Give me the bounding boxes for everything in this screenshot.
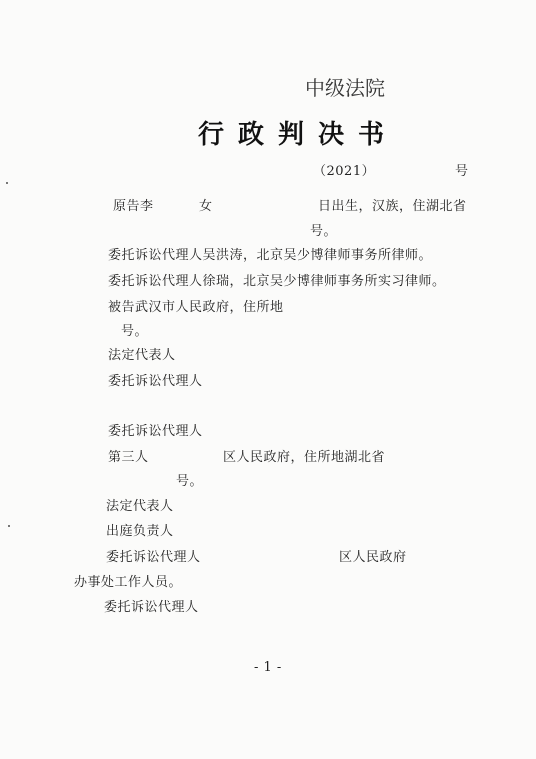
third-party-legal-rep: 法定代表人 bbox=[106, 499, 174, 514]
case-number: （2021） bbox=[313, 164, 376, 179]
third-party-agent-1: 委托诉讼代理人 bbox=[106, 550, 201, 565]
third-party-address-end: 号。 bbox=[176, 474, 204, 489]
plaintiff-label: 原告李 bbox=[113, 199, 154, 214]
defendant-agent-2: 委托诉讼代理人 bbox=[108, 424, 203, 439]
plaintiff-birth-info: 日出生，汉族，住湖北省 bbox=[318, 199, 467, 214]
defendant-address-end: 号。 bbox=[121, 324, 149, 339]
plaintiff-agent-1: 委托诉讼代理人吴洪涛，北京吴少博律师事务所律师。 bbox=[108, 248, 433, 263]
defendant-line: 被告武汉市人民政府，住所地 bbox=[108, 300, 284, 315]
third-party-label: 第三人 bbox=[108, 450, 149, 465]
third-party-agent-1-affiliation: 区人民政府 bbox=[339, 550, 407, 565]
defendant-legal-rep: 法定代表人 bbox=[108, 348, 176, 363]
document-title: 行政判决书 bbox=[198, 120, 399, 150]
third-party-agent-1-role: 办事处工作人员。 bbox=[74, 575, 183, 590]
scan-speck bbox=[8, 525, 10, 527]
plaintiff-gender: 女 bbox=[199, 199, 213, 214]
court-name: 中级法院 bbox=[305, 76, 385, 100]
third-party-info: 区人民政府，住所地湖北省 bbox=[223, 450, 386, 465]
plaintiff-address-end: 号。 bbox=[310, 224, 338, 239]
case-number-suffix: 号 bbox=[455, 164, 469, 179]
page-number: - 1 - bbox=[254, 660, 282, 675]
third-party-court-rep: 出庭负责人 bbox=[106, 524, 174, 539]
defendant-agent-1: 委托诉讼代理人 bbox=[108, 374, 203, 389]
scan-speck bbox=[6, 182, 8, 184]
plaintiff-agent-2: 委托诉讼代理人徐瑞，北京吴少博律师事务所实习律师。 bbox=[108, 274, 446, 289]
third-party-agent-2: 委托诉讼代理人 bbox=[104, 600, 199, 615]
